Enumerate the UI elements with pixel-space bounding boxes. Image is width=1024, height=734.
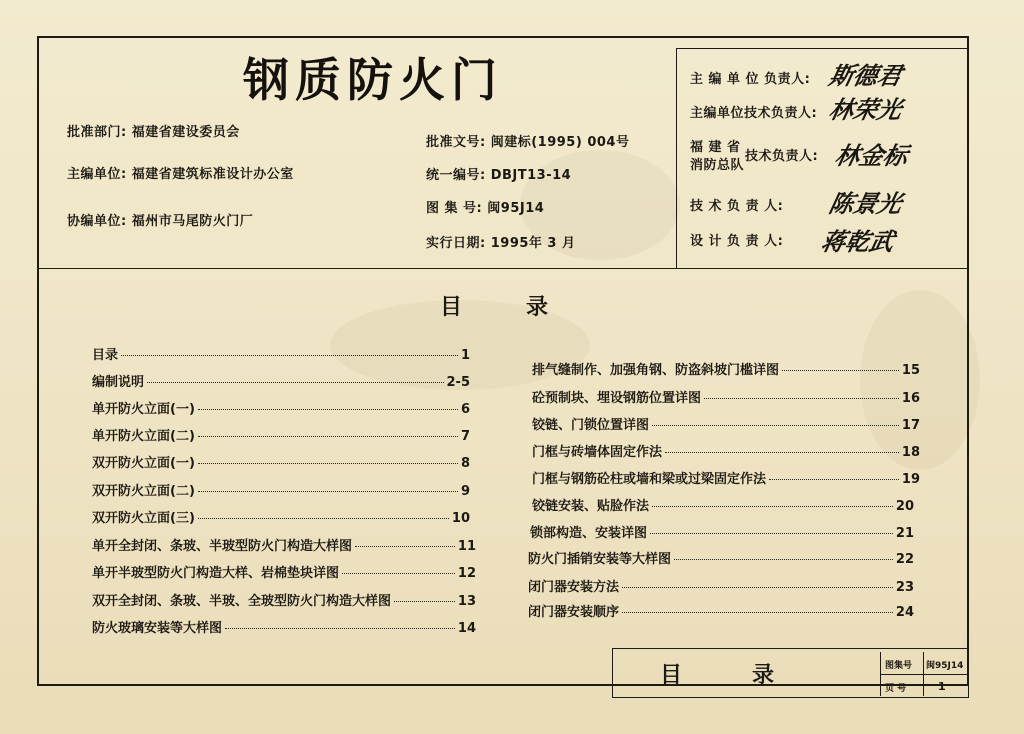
toc-entry-title: 闭门器安装顺序 — [528, 605, 620, 620]
toc-entry — [532, 445, 920, 461]
toc-entry-title: 铰链、门锁位置详图 — [532, 418, 650, 433]
toc-entry — [92, 511, 470, 527]
co-editing-unit: 协编单位: 福州市马尾防火门厂 — [67, 214, 254, 229]
footer-page-value: 1 — [938, 680, 946, 693]
toc-leader-dots — [782, 370, 899, 371]
toc-entry-page: 21 — [895, 526, 914, 541]
toc-entry-page: 8 — [460, 456, 470, 471]
toc-entry — [92, 539, 476, 555]
toc-entry — [92, 375, 470, 391]
toc-entry-title: 单开半玻型防火门构造大样、岩棉垫块详图 — [92, 566, 340, 581]
toc-leader-dots — [198, 409, 458, 410]
toc-entry — [532, 363, 920, 379]
toc-entry — [532, 499, 914, 515]
toc-entry-title: 锁部构造、安装详图 — [530, 526, 648, 541]
atlas-number: 图 集 号: 闽95J14 — [426, 201, 545, 216]
signature-technical: 陈景光 — [826, 189, 905, 218]
signature-design: 蒋乾武 — [818, 227, 897, 256]
footer-page-label: 页 号 — [885, 684, 907, 694]
toc-entry-page: 19 — [901, 472, 920, 487]
toc-entry — [92, 484, 470, 500]
toc-entry-title: 砼预制块、埋设钢筋位置详图 — [532, 391, 702, 406]
toc-entry-title: 排气缝制作、加强角钢、防盗斜坡门槛详图 — [532, 363, 780, 378]
toc-entry-page: 1 — [460, 348, 470, 363]
toc-entry-title: 双开防火立面(一) — [92, 456, 195, 471]
responsible-label-design: 设 计 负 责 人: — [690, 234, 784, 249]
footer-title: 目录 — [660, 663, 845, 688]
toc-leader-dots — [665, 452, 899, 453]
toc-entry-page: 14 — [457, 621, 476, 636]
toc-entry-title: 闭门器安装方法 — [528, 580, 620, 595]
toc-entry-page: 9 — [460, 484, 470, 499]
toc-entry-title: 防火玻璃安装等大样图 — [92, 621, 223, 636]
toc-leader-dots — [622, 587, 893, 588]
footer-atlas-label: 图集号 — [885, 661, 913, 671]
toc-entry — [532, 391, 920, 407]
toc-entry — [528, 605, 914, 621]
toc-entry — [92, 566, 476, 582]
toc-entry-page: 16 — [901, 391, 920, 406]
toc-entry-page: 24 — [895, 605, 914, 620]
toc-entry — [532, 472, 920, 488]
responsible-label-fire-brigade-line1: 福 建 省 — [690, 140, 741, 155]
toc-leader-dots — [674, 559, 893, 560]
signature-chief-tech: 林荣光 — [826, 95, 905, 124]
toc-entry-page: 18 — [901, 445, 920, 460]
toc-entry — [92, 402, 470, 418]
toc-leader-dots — [198, 491, 458, 492]
toc-entry-title: 单开防火立面(二) — [92, 429, 195, 444]
toc-entry — [528, 552, 914, 568]
signature-fire-brigade-tech: 林金标 — [832, 141, 911, 170]
toc-leader-dots — [652, 506, 893, 507]
toc-entry-page: 10 — [451, 511, 470, 526]
responsible-label-chief-tech: 主编单位技术负责人: — [690, 106, 818, 121]
toc-entry-title: 单开防火立面(一) — [92, 402, 195, 417]
document-title: 钢质防火门 — [243, 53, 503, 107]
title-block-divider — [39, 268, 969, 269]
toc-leader-dots — [704, 398, 899, 399]
toc-entry-title: 目录 — [92, 348, 119, 363]
signature-chief-unit: 斯德君 — [826, 61, 905, 90]
toc-entry-page: 13 — [457, 594, 476, 609]
toc-leader-dots — [652, 425, 899, 426]
toc-leader-dots — [355, 546, 455, 547]
toc-entry-page: 7 — [460, 429, 470, 444]
effective-date: 实行日期: 1995年 3 月 — [426, 236, 576, 251]
toc-entry — [92, 348, 470, 364]
toc-leader-dots — [147, 382, 443, 383]
toc-entry-page: 11 — [457, 539, 476, 554]
toc-entry-page: 23 — [895, 580, 914, 595]
toc-entry — [530, 526, 914, 542]
toc-entry-title: 门框与钢筋砼柱或墙和梁或过梁固定作法 — [532, 472, 767, 487]
approval-document-number: 批准文号: 闽建标(1995) 004号 — [426, 135, 630, 150]
toc-leader-dots — [198, 436, 458, 437]
unified-number: 统一编号: DBJT13-14 — [426, 168, 572, 183]
toc-entry-page: 20 — [895, 499, 914, 514]
toc-entry-title: 双开全封闭、条玻、半玻、全玻型防火门构造大样图 — [92, 594, 392, 609]
toc-entry-title: 双开防火立面(二) — [92, 484, 195, 499]
toc-entry-title: 防火门插销安装等大样图 — [528, 552, 672, 567]
toc-entry — [92, 621, 476, 637]
toc-leader-dots — [650, 533, 893, 534]
toc-leader-dots — [342, 573, 455, 574]
toc-entry-page: 17 — [901, 418, 920, 433]
toc-entry-title: 门框与砖墙体固定作法 — [532, 445, 663, 460]
toc-entry-page: 12 — [457, 566, 476, 581]
footer-grid-vline — [923, 652, 924, 696]
toc-entry — [528, 580, 914, 596]
footer-grid-hline — [881, 674, 969, 675]
responsible-label-fire-brigade-tech: 技术负责人: — [745, 149, 819, 164]
toc-entry-page: 22 — [895, 552, 914, 567]
toc-entry — [92, 456, 470, 472]
responsible-label-chief-unit: 主 编 单 位 负责人: — [690, 72, 811, 87]
toc-entry — [532, 418, 920, 434]
toc-leader-dots — [622, 612, 893, 613]
approval-department: 批准部门: 福建省建设委员会 — [67, 125, 240, 140]
toc-leader-dots — [394, 601, 455, 602]
toc-entry-title: 单开全封闭、条玻、半玻型防火门构造大样图 — [92, 539, 353, 554]
toc-heading: 目录 — [440, 295, 613, 320]
responsible-label-fire-brigade-line2: 消防总队 — [690, 158, 745, 173]
toc-entry-title: 编制说明 — [92, 375, 145, 390]
toc-leader-dots — [225, 628, 455, 629]
toc-entry — [92, 429, 470, 445]
toc-entry-title: 铰链安装、贴脸作法 — [532, 499, 650, 514]
toc-entry-page: 2-5 — [446, 375, 470, 390]
chief-editing-unit: 主编单位: 福建省建筑标准设计办公室 — [67, 167, 294, 182]
footer-atlas-value: 闽95J14 — [926, 661, 964, 671]
toc-entry-title: 双开防火立面(三) — [92, 511, 195, 526]
toc-leader-dots — [121, 355, 458, 356]
toc-entry-page: 15 — [901, 363, 920, 378]
toc-leader-dots — [769, 479, 899, 480]
toc-entry-page: 6 — [460, 402, 470, 417]
responsible-label-technical: 技 术 负 责 人: — [690, 199, 784, 214]
toc-entry — [92, 594, 476, 610]
toc-leader-dots — [198, 518, 449, 519]
toc-leader-dots — [198, 463, 458, 464]
